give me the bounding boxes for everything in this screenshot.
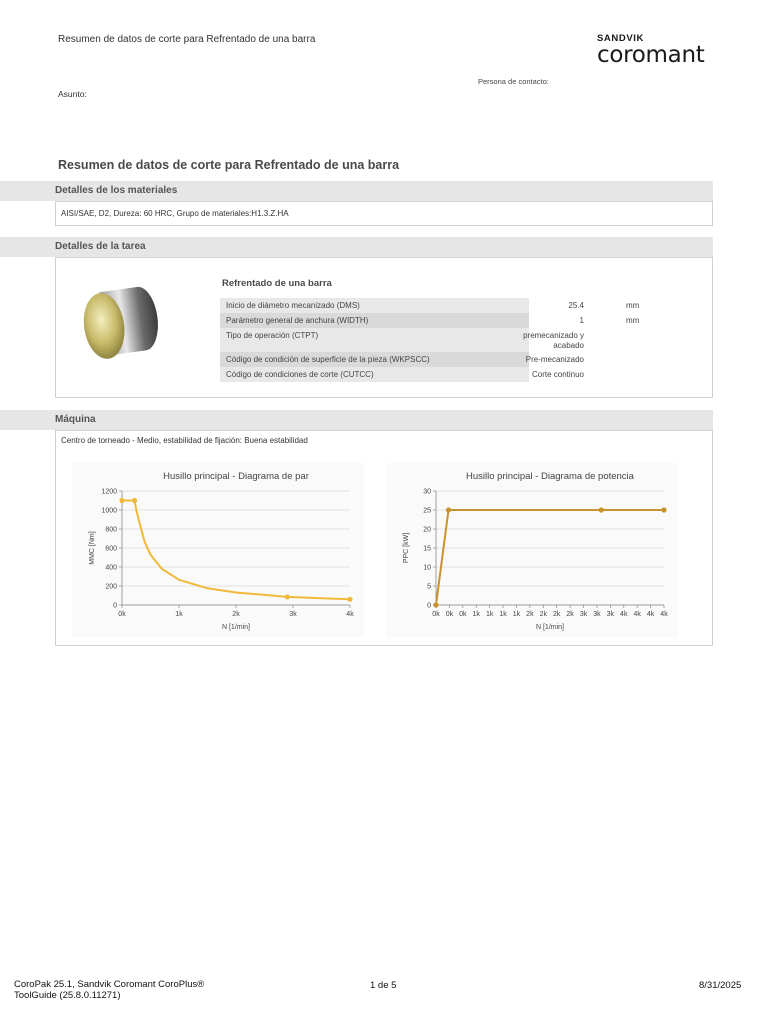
param-value: Corte continuo <box>531 370 584 379</box>
x-tick-label: 2k <box>526 611 534 618</box>
x-tick-label: 4k <box>633 611 641 618</box>
x-tick-label: 1k <box>485 611 494 618</box>
x-tick-label: 4k <box>646 611 655 618</box>
y-tick-label: 5 <box>427 583 431 591</box>
y-tick-label: 1200 <box>101 488 117 496</box>
data-point <box>119 498 124 503</box>
y-tick-label: 0 <box>427 602 431 610</box>
x-tick-label: 1k <box>499 611 507 618</box>
task-box <box>55 257 713 398</box>
param-value: Pre-mecanizado <box>525 355 584 364</box>
power-chart <box>386 463 678 637</box>
subject-label: Asunto: <box>58 89 87 99</box>
data-point <box>446 507 451 512</box>
y-tick-label: 400 <box>105 564 117 572</box>
data-point <box>433 602 438 607</box>
x-tick-label: 0k <box>432 611 440 618</box>
materials-heading: Detalles de los materiales <box>55 185 178 196</box>
param-row <box>220 328 670 352</box>
x-tick-label: 0k <box>459 611 467 618</box>
y-tick-label: 0 <box>113 602 117 610</box>
x-tick-label: 2k <box>553 611 561 618</box>
materials-text: AISI/SAE, D2, Dureza: 60 HRC, Grupo de materiales:H1.3.Z.HA <box>61 209 289 218</box>
param-row <box>220 352 670 367</box>
footer-software-line1: CoroPak 25.1, Sandvik Coromant CoroPlus® <box>14 979 205 990</box>
param-value: 1 <box>579 316 584 325</box>
param-label: Parámetro general de anchura (WIDTH) <box>226 316 369 325</box>
footer-software-line2: ToolGuide (25.8.0.11271) <box>14 989 121 1001</box>
param-value: premecanizado y acabado <box>523 331 584 350</box>
data-point <box>285 594 290 599</box>
footer-software <box>14 980 204 1001</box>
x-tick-label: 2k <box>566 611 574 618</box>
y-axis-label: MMC [Nm] <box>89 531 96 565</box>
x-tick-label: 4k <box>620 611 628 618</box>
data-point <box>661 507 666 512</box>
y-tick-label: 1000 <box>101 507 117 515</box>
data-point <box>347 597 352 602</box>
materials-section-header <box>0 181 713 201</box>
x-tick-label: 0k <box>118 611 126 618</box>
contact-label: Persona de contacto: <box>478 77 549 86</box>
y-tick-label: 200 <box>105 583 117 591</box>
chart-title: Husillo principal - Diagrama de potencia <box>466 471 634 482</box>
machine-text: Centro de torneado - Medio, estabilidad de fijación: Buena estabilidad <box>61 436 308 445</box>
param-label: Tipo de operación (CTPT) <box>226 331 319 340</box>
x-tick-label: 1k <box>175 611 183 618</box>
logo-top-text: SANDVIK <box>597 33 644 44</box>
x-tick-label: 1k <box>512 611 521 618</box>
y-tick-label: 600 <box>105 545 117 553</box>
x-tick-label: 1k <box>472 611 480 618</box>
logo-main-text: coromant <box>597 42 705 68</box>
param-unit: mm <box>626 301 640 310</box>
param-label: Código de condición de superficie de la pieza (WKPSCC) <box>226 355 430 364</box>
footer-date: 8/31/2025 <box>699 980 742 991</box>
sandvik-coromant-logo <box>597 34 717 66</box>
param-value: 25.4 <box>568 301 584 310</box>
x-tick-label: 2k <box>232 611 240 618</box>
series-line <box>436 510 664 605</box>
y-tick-label: 30 <box>423 488 431 496</box>
x-tick-label: 4k <box>660 611 668 618</box>
x-tick-label: 0k <box>445 611 454 618</box>
series-line <box>122 501 350 600</box>
task-params-table <box>220 298 670 382</box>
torque-chart <box>72 463 364 637</box>
param-unit: mm <box>626 316 640 325</box>
report-title: Resumen de datos de corte para Refrentado de una barra <box>58 158 400 172</box>
task-name: Refrentado de una barra <box>222 278 332 289</box>
data-point <box>132 498 137 503</box>
x-tick-label: 3k <box>289 611 297 618</box>
machine-section-header <box>0 410 713 430</box>
y-tick-label: 25 <box>423 507 431 515</box>
x-axis-label: N [1/min] <box>221 624 251 631</box>
y-tick-label: 800 <box>105 526 117 534</box>
chart-title: Husillo principal - Diagrama de par <box>163 471 309 482</box>
y-tick-label: 15 <box>423 545 431 553</box>
task-heading: Detalles de la tarea <box>55 241 146 252</box>
param-row <box>220 313 670 328</box>
x-tick-label: 4k <box>346 611 354 618</box>
x-tick-label: 3k <box>593 611 601 618</box>
x-axis-label: N [1/min] <box>535 624 565 631</box>
bar-part-image <box>70 276 166 372</box>
param-row <box>220 298 670 313</box>
x-tick-label: 3k <box>606 611 615 618</box>
data-point <box>599 507 604 512</box>
machine-box <box>55 430 713 646</box>
power-chart-svg <box>386 463 678 637</box>
y-tick-label: 20 <box>423 526 431 534</box>
param-row <box>220 367 670 382</box>
param-label: Código de condiciones de corte (CUTCC) <box>226 370 374 379</box>
materials-box <box>55 201 713 226</box>
param-label: Inicio de diámetro mecanizado (DMS) <box>226 301 360 310</box>
machine-heading: Máquina <box>55 414 96 425</box>
y-tick-label: 10 <box>423 564 431 572</box>
x-tick-label: 3k <box>579 611 588 618</box>
footer-page: 1 de 5 <box>370 980 397 991</box>
y-axis-label: PPC [kW] <box>403 532 410 564</box>
torque-chart-svg <box>72 463 364 637</box>
task-section-header <box>0 237 713 257</box>
header-title: Resumen de datos de corte para Refrentado de una barra <box>58 34 316 45</box>
x-tick-label: 2k <box>539 611 547 618</box>
